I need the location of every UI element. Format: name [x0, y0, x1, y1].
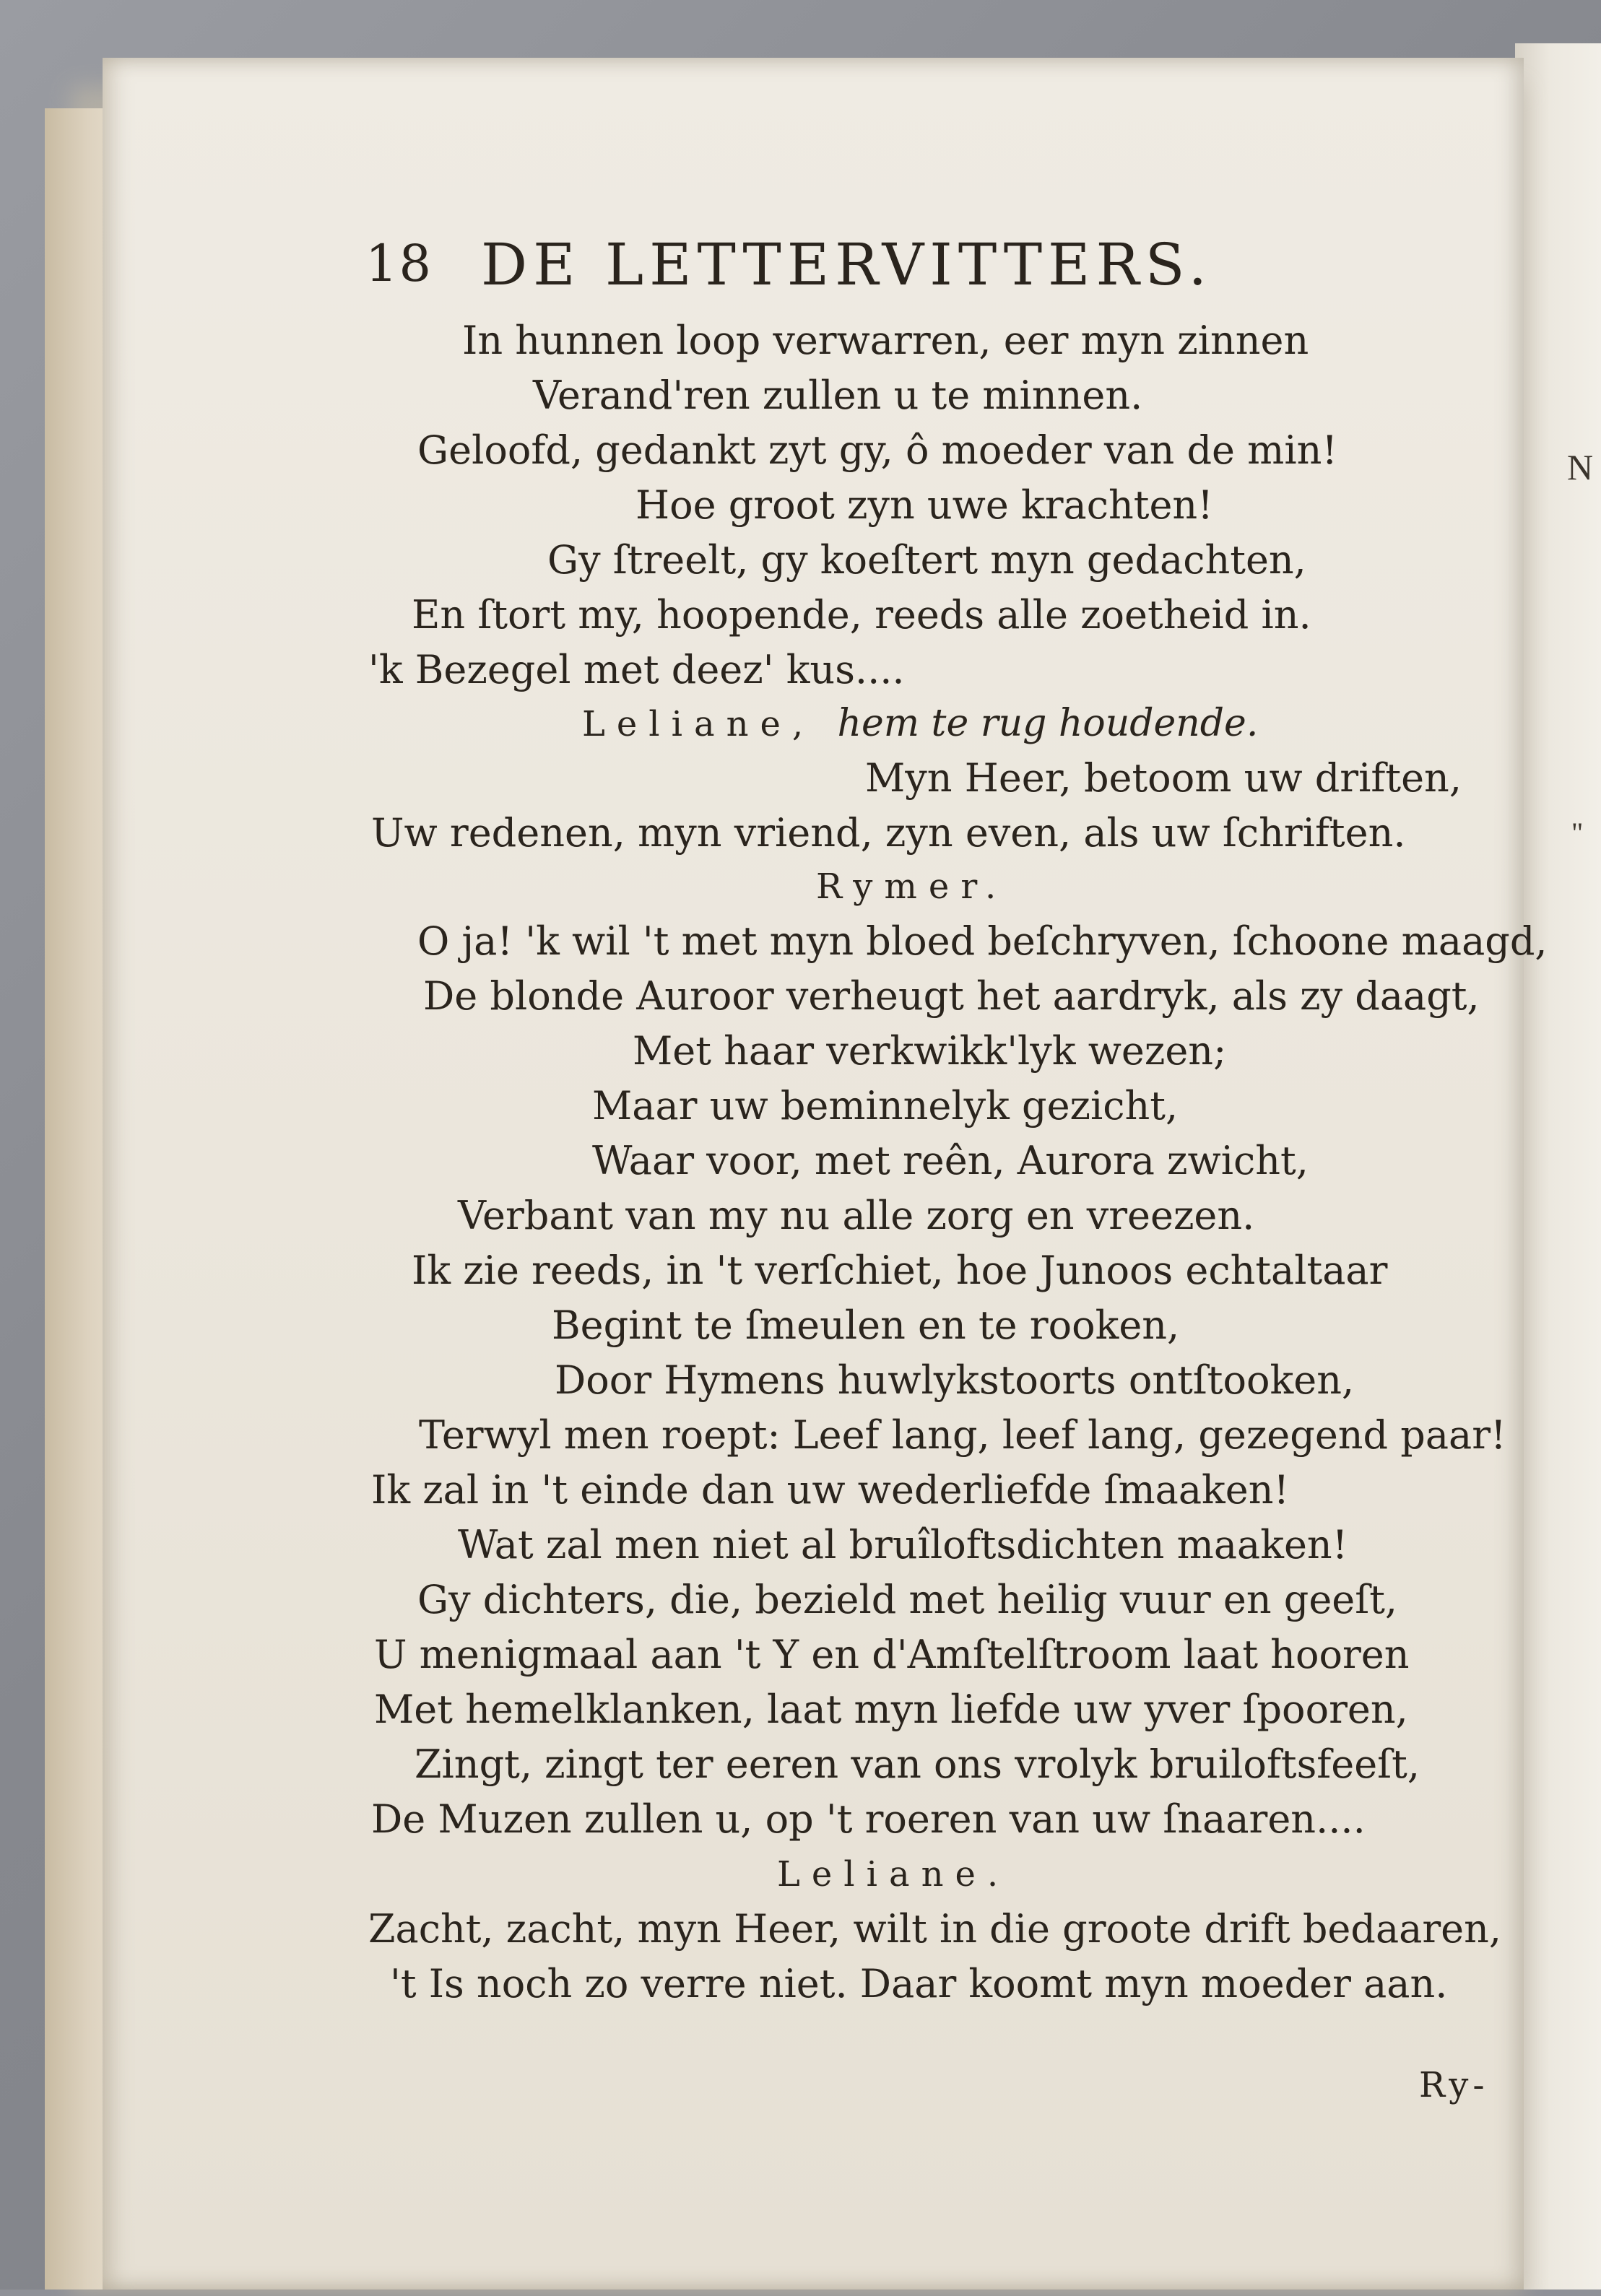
verse-line: Gy ſtreelt, gy koeſtert myn gedachten, — [547, 537, 1306, 583]
running-title: DE LETTERVITTERS. — [481, 231, 1213, 298]
verse-line: Ik zal in 't einde dan uw wederliefde ſmaaken! — [371, 1467, 1290, 1513]
verse-line: En ſtort my, hoopende, reeds alle zoetheid in. — [412, 592, 1311, 638]
speaker-name: Leliane, — [582, 704, 815, 744]
verse-line: Wat zal men niet al bruîloftsdichten maaken! — [458, 1522, 1348, 1567]
verse-line: O ja! 'k wil 't met myn bloed beſchryven, ſchoone maagd, — [417, 918, 1548, 964]
verse-line: 't Is noch zo verre niet. Daar koomt myn moeder aan. — [390, 1961, 1448, 2006]
page-number: 18 — [365, 234, 433, 293]
verse-line: Maar uw beminnelyk gezicht, — [592, 1083, 1179, 1129]
verse-line: Verbant van my nu alle zorg en vreezen. — [458, 1193, 1255, 1238]
facing-page-letter: N — [1567, 447, 1594, 487]
verse-line: De blonde Auroor verheugt het aardryk, als zy daagt, — [423, 973, 1480, 1019]
verse-line: Myn Heer, betoom uw driften, — [865, 755, 1462, 801]
speaker-heading: Leliane. — [777, 1854, 1010, 1895]
stage-direction: hem te rug houdende. — [837, 702, 1259, 745]
verse-line: Hoe groot zyn uwe krachten! — [635, 482, 1213, 528]
verse-line: Gy dichters, die, bezield met heilig vuur en geeſt, — [417, 1577, 1398, 1622]
verse-line: In hunnen loop verwarren, eer myn zinnen — [462, 318, 1309, 363]
verse-line: Zingt, zingt ter eeren van ons vrolyk bruiloftsfeeſt, — [415, 1741, 1420, 1787]
verse-line: Verand'ren zullen u te minnen. — [533, 373, 1143, 418]
verse-line: Waar voor, met reên, Aurora zwicht, — [592, 1138, 1309, 1183]
verse-line: Uw redenen, myn vriend, zyn even, als uw ſchriften. — [371, 810, 1406, 856]
speaker-heading: Rymer. — [816, 866, 1008, 907]
verse-line: Geloofd, gedankt zyt gy, ô moeder van de min! — [417, 427, 1338, 473]
verse-line: Met haar verkwikk'lyk wezen; — [633, 1028, 1227, 1074]
facing-page-mark: " — [1571, 817, 1584, 849]
verse-line: 'k Bezegel met deez' kus.... — [368, 647, 905, 692]
verse-line: Ik zie reeds, in 't verſchiet, hoe Junoos echtaltaar — [412, 1248, 1388, 1293]
verse-line: U menigmaal aan 't Y en d'Amſtelſtroom laat hooren — [374, 1632, 1410, 1677]
verse-line: Terwyl men roept: Leef lang, leef lang, gezegend paar! — [419, 1412, 1506, 1458]
verse-line: Zacht, zacht, myn Heer, wilt in die groote drift bedaaren, — [368, 1906, 1502, 1952]
verse-line: Met hemelklanken, laat myn liefde uw yver ſpooren, — [374, 1687, 1408, 1732]
verse-line: De Muzen zullen u, op 't roeren van uw ſnaaren.... — [371, 1796, 1366, 1842]
catchword: Ry- — [1419, 2065, 1489, 2105]
speaker-heading — [582, 699, 1258, 749]
verse-line: Begint te ſmeulen en te rooken, — [552, 1303, 1180, 1348]
verse-line: Door Hymens huwlykstoorts ontſtooken, — [555, 1357, 1355, 1403]
